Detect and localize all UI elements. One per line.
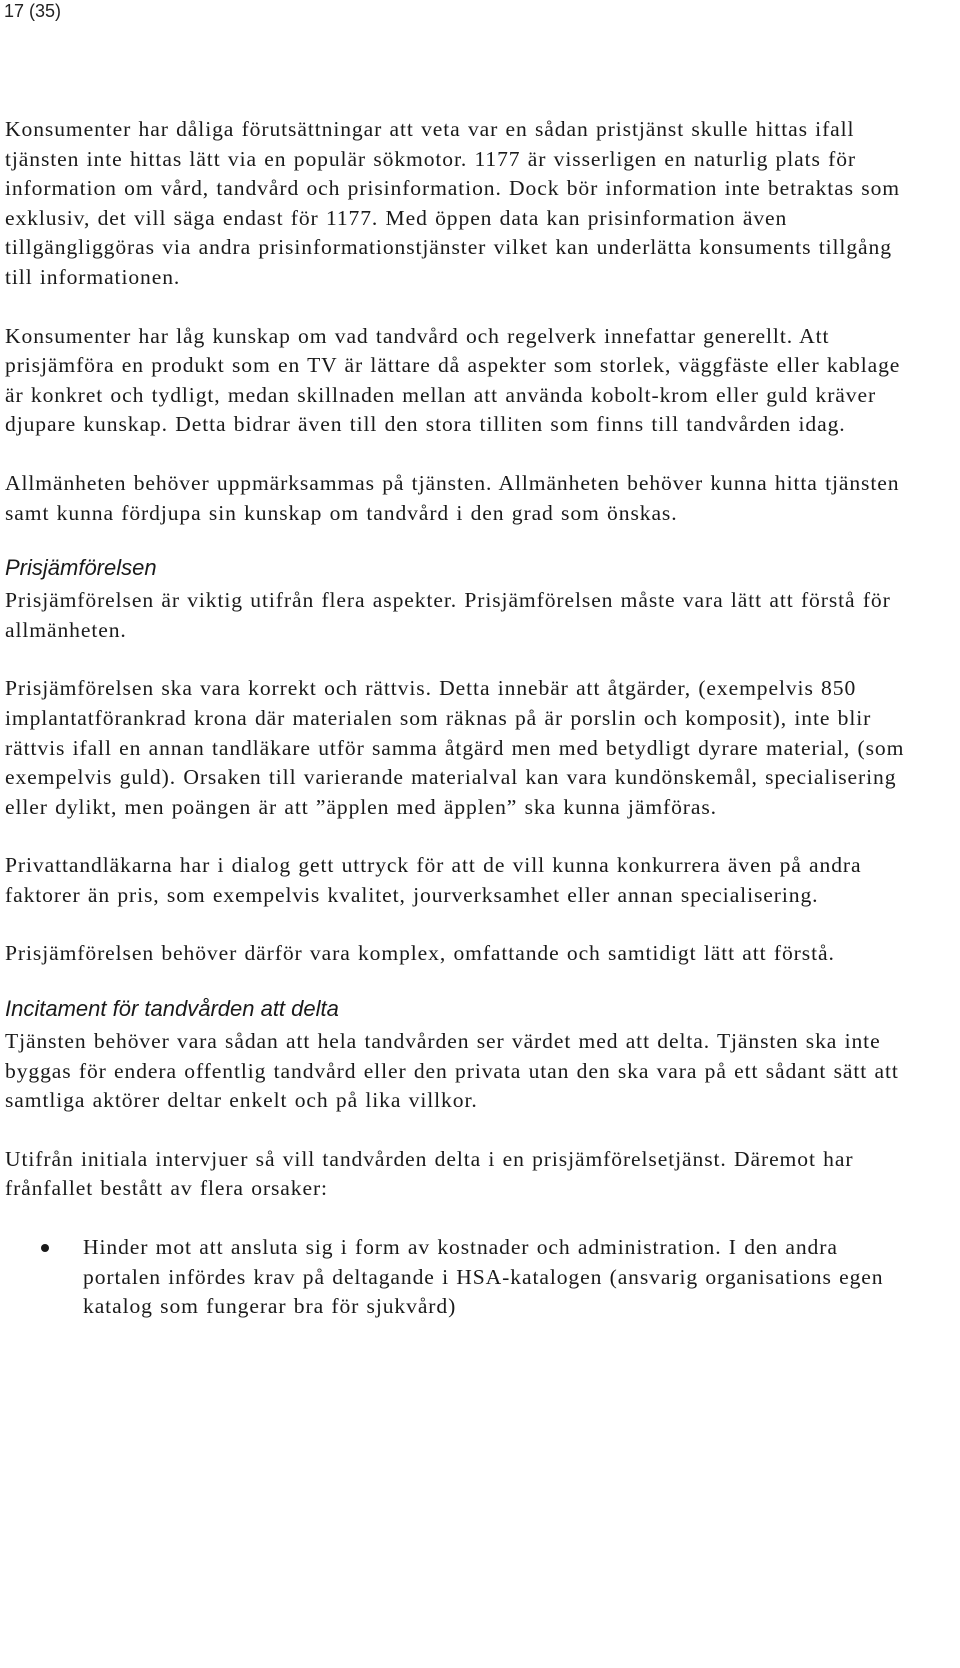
document-body bbox=[5, 115, 905, 1322]
paragraph: Konsumenter har låg kunskap om vad tandvård och regelverk innefattar generellt. Att prisjämföra en produkt som en TV är lättare då aspekter som storlek, väggfäste eller kablage är konkret och tydligt, medan skillnaden mellan att använda kobolt-krom eller guld kräver djupare kunskap. Detta bidrar även till den stora tilliten som finns till tandvården idag. bbox=[5, 323, 901, 437]
list-item-text: Hinder mot att ansluta sig i form av kostnader och administration. I den andra portalen infördes krav på deltagande i HSA-katalogen (ansvarig organisations egen katalog som fungerar bra för sjukvård) bbox=[83, 1235, 884, 1319]
paragraph: Tjänsten behöver vara sådan att hela tandvården ser värdet med att delta. Tjänsten ska inte byggas för endera offentlig tandvård eller den privata utan den ska vara på ett sådant sätt att samtliga aktörer deltar enkelt och på lika villkor. bbox=[5, 1029, 899, 1113]
bullet-list bbox=[5, 1233, 905, 1322]
paragraph: Prisjämförelsen ska vara korrekt och rättvis. Detta innebär att åtgärder, (exempelvis 850 implantatförankrad krona där materialen som räknas på är porslin och komposit), inte blir rättvis ifall en annan tandläkare utför samma åtgärd men med betydligt dyrare material, (som exempelvis guld). Orsaken till varierande materialval kan vara kundönskemål, specialisering eller dylikt, men poängen är att ”äpplen med äpplen” ska kunna jämföras. bbox=[5, 676, 905, 819]
paragraph: Konsumenter har dåliga förutsättningar att veta var en sådan pristjänst skulle hittas ifall tjänsten inte hittas lätt via en populär sökmotor. 1177 är visserligen en naturlig plats för information om vård, tandvård och prisinformation. Dock bör information inte betraktas som exklusiv, det vill säga endast för 1177. Med öppen data kan prisinformation även tillgängliggöras via andra prisinformationstjänster vilket kan underlätta konsuments tillgång till informationen. bbox=[5, 117, 900, 289]
section-heading-prisjamforelsen: Prisjämförelsen bbox=[5, 555, 157, 581]
list-item bbox=[5, 1233, 905, 1322]
paragraph: Prisjämförelsen är viktig utifrån flera aspekter. Prisjämförelsen måste vara lätt att förstå för allmänheten. bbox=[5, 588, 891, 642]
page-number: 17 (35) bbox=[4, 1, 62, 21]
paragraph: Allmänheten behöver uppmärksammas på tjänsten. Allmänheten behöver kunna hitta tjänsten samt kunna fördjupa sin kunskap om tandvård i den grad som önskas. bbox=[5, 470, 900, 525]
section-heading-incitament: Incitament för tandvården att delta bbox=[5, 996, 339, 1022]
paragraph: Utifrån initiala intervjuer så vill tandvården delta i en prisjämförelsetjänst. Däremot har frånfallet bestått av flera orsaker: bbox=[5, 1146, 854, 1201]
paragraph: Privattandläkarna har i dialog gett uttryck för att de vill kunna konkurrera även på andra faktorer än pris, som exempelvis kvalitet, jourverksamhet eller annan specialisering. bbox=[5, 853, 862, 907]
bullet-icon bbox=[41, 1244, 49, 1252]
paragraph: Prisjämförelsen behöver därför vara komplex, omfattande och samtidigt lätt att förstå. bbox=[5, 941, 835, 966]
